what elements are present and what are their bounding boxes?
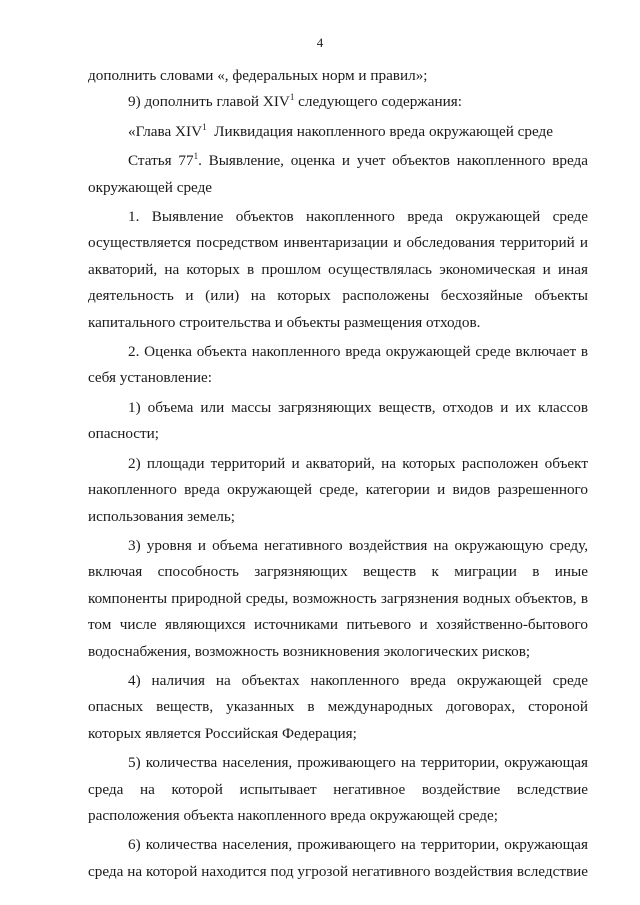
superscript: 1 — [289, 92, 295, 103]
article-paragraph-2: 2. Оценка объекта накопленного вреда окружающей среде включает в себя установление: — [88, 343, 588, 387]
chapter-heading-title: Ликвидация накопленного вреда окружающей среде — [206, 122, 553, 140]
subitem-1: 1) объема или массы загрязняющих веществ, отходов и их классов опасности; — [88, 398, 588, 443]
paragraph-continuation: дополнить словами «, федеральных норм и правил»; — [88, 67, 428, 84]
article-heading-title: . Выявление, оценка и учет объектов накопленного вреда окружающей среде — [88, 152, 588, 196]
subitem-6: 6) количества населения, проживающего на территории, окружающая среда на которой находится под угрозой негативного воздействия вследствие — [88, 836, 588, 880]
article-heading-number: Статья 77 — [128, 152, 194, 170]
paragraph-item-9-text: 9) дополнить главой XIV — [128, 93, 290, 111]
page-number: 4 — [316, 35, 324, 50]
superscript: 1 — [193, 151, 199, 162]
subitem-5: 5) количества населения, проживающего на территории, окружающая среда на которой испытывает негативное воздействие вследствие расположения объекта накопленного вреда окружающей среде; — [88, 754, 588, 824]
subitem-3: 3) уровня и объема негативного воздействия на окружающую среду, включая способность загрязняющих веществ к миграции в иные компоненты природной среды, возможность загрязнения водных объектов, в том числе являющихся источниками питьевого и хозяйственно-бытового водоснабжения, возможность возникновения экологических рисков; — [88, 536, 588, 660]
superscript: 1 — [202, 121, 207, 132]
chapter-heading-text: «Глава XIV — [128, 122, 203, 140]
article-heading — [88, 148, 588, 201]
subitem-2: 2) площади территорий и акваторий, на которых расположен объект накопленного вреда окружающей среде, категории и видов разрешенного использования земель; — [88, 454, 588, 525]
document-body — [88, 63, 588, 885]
subitem-4: 4) наличия на объектах накопленного вреда окружающей среде опасных веществ, указанных в международных договорах, стороной которых является Российская Федерация; — [88, 671, 588, 742]
paragraph-item-9 — [88, 89, 588, 115]
paragraph-item-9-text-tail: следующего содержания: — [294, 93, 462, 111]
chapter-heading — [88, 119, 588, 145]
article-paragraph-1: 1. Выявление объектов накопленного вреда окружающей среде осуществляется посредством инвентаризации и обследования территорий и акваторий, на которых в прошлом осуществлялась экономическая и иная деятельность и (или) на которых расположены бесхозяйные объекты капитального строительства и объекты размещения отходов. — [88, 208, 588, 331]
